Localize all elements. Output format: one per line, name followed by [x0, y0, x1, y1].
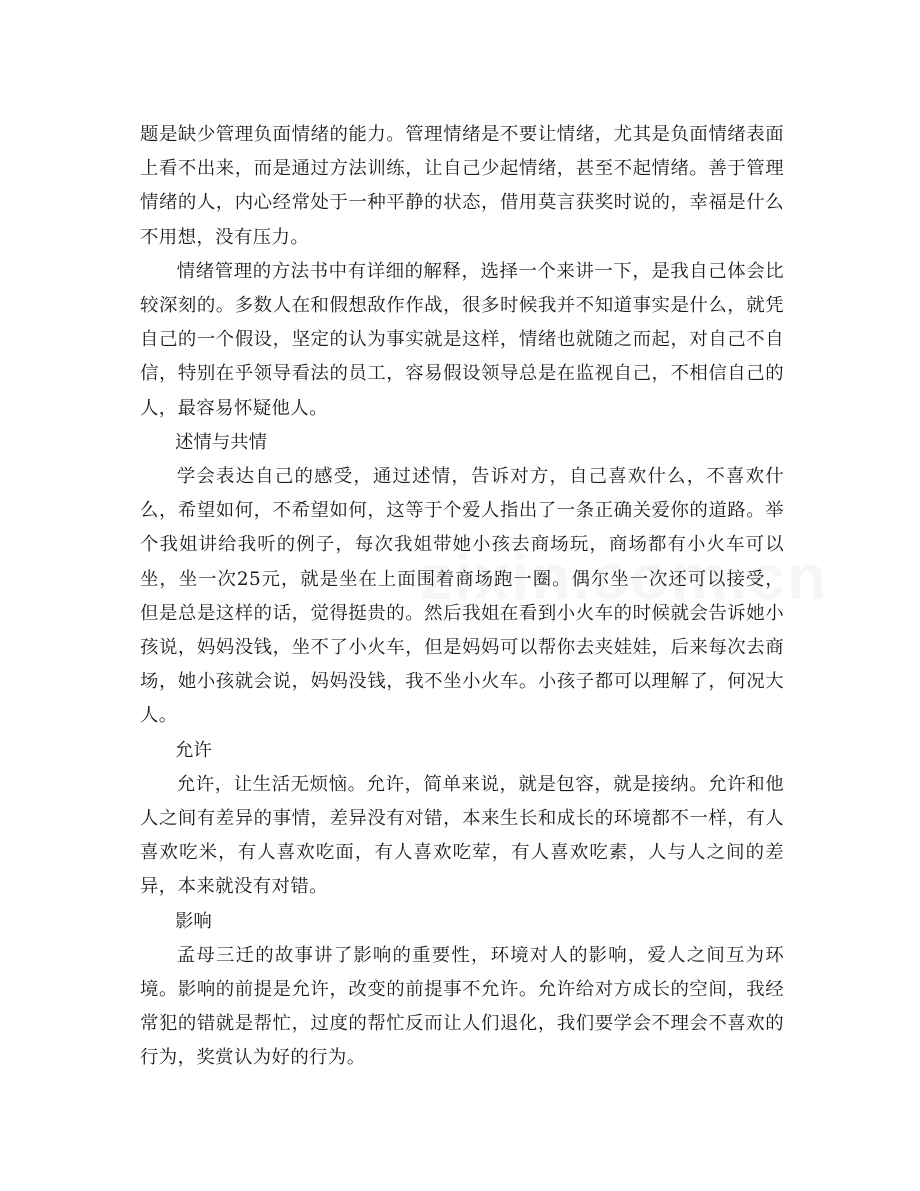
- paragraph: 孟母三迁的故事讲了影响的重要性，环境对人的影响，爱人之间互为环境。影响的前提是允许，改变的前提事不允许。允许给对方成长的空间，我经常犯的错就是帮忙，过度的帮忙反而让人们退化，我们要学会不理会不喜欢的行为，奖赏认为好的行为。: [140, 944, 784, 1069]
- paragraph: 允许，让生活无烦恼。允许，简单来说，就是包容，就是接纳。允许和他人之间有差异的事情，差异没有对错，本来生长和成长的环境都不一样，有人喜欢吃米，有人喜欢吃面，有人喜欢吃荤，有人喜欢吃素，人与人之间的差异，本来就没有对错。: [140, 773, 784, 898]
- section-heading: 允许: [175, 739, 212, 761]
- paragraph: 情绪管理的方法书中有详细的解释，选择一个来讲一下，是我自己体会比较深刻的。多数人在和假想敌作作战，很多时候我并不知道事实是什么，就凭自己的一个假设，坚定的认为事实就是这样，情绪也就随之而起，对自己不自信，特别在乎领导看法的员工，容易假设领导总是在监视自己，不相信自己的人，最容易怀疑他人。: [140, 260, 784, 419]
- section-heading: 影响: [175, 910, 212, 932]
- paragraph: 题是缺少管理负面情绪的能力。管理情绪是不要让情绪，尤其是负面情绪表面上看不出来，而是通过方法训练，让自己少起情绪，甚至不起情绪。善于管理情绪的人，内心经常处于一种平静的状态，借用莫言获奖时说的，幸福是什么不用想，没有压力。: [140, 124, 784, 248]
- document-body: [140, 118, 784, 1076]
- section-heading: 述情与共情: [175, 431, 267, 453]
- paragraph: 学会表达自己的感受，通过述情，告诉对方，自己喜欢什么，不喜欢什么，希望如何，不希望如何，这等于个爱人指出了一条正确关爱你的道路。举个我姐讲给我听的例子，每次我姐带她小孩去商场玩，商场都有小火车可以坐，坐一次25元，就是坐在上面围着商场跑一圈。偶尔坐一次还可以接受，但是总是这样的话，觉得挺贵的。然后我姐在看到小火车的时候就会告诉她小孩说，妈妈没钱，坐不了小火车，但是妈妈可以帮你去夹娃娃，后来每次去商场，她小孩就会说，妈妈没钱，我不坐小火车。小孩子都可以理解了，何况大人。: [140, 466, 784, 727]
